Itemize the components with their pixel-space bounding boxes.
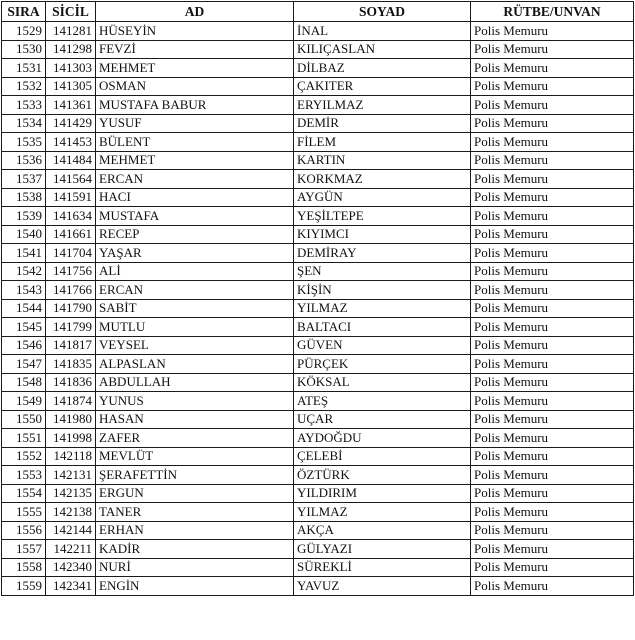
cell-sicil: 141836: [46, 373, 96, 392]
cell-ad: MUTLU: [96, 318, 294, 337]
cell-soyad: DEMİR: [294, 114, 471, 133]
cell-ad: ABDULLAH: [96, 373, 294, 392]
cell-sira: 1551: [2, 429, 46, 448]
cell-rutbe: Polis Memuru: [471, 503, 634, 522]
cell-rutbe: Polis Memuru: [471, 540, 634, 559]
cell-sira: 1541: [2, 244, 46, 263]
table-row: [2, 466, 634, 485]
cell-sira: 1558: [2, 558, 46, 577]
cell-sira: 1537: [2, 170, 46, 189]
cell-sicil: 142138: [46, 503, 96, 522]
table-row: [2, 170, 634, 189]
cell-rutbe: Polis Memuru: [471, 373, 634, 392]
table-row: [2, 447, 634, 466]
cell-sicil: 141361: [46, 96, 96, 115]
cell-sicil: 142118: [46, 447, 96, 466]
table-row: [2, 410, 634, 429]
cell-rutbe: Polis Memuru: [471, 96, 634, 115]
cell-soyad: PÜRÇEK: [294, 355, 471, 374]
cell-rutbe: Polis Memuru: [471, 133, 634, 152]
cell-sicil: 141835: [46, 355, 96, 374]
cell-sira: 1536: [2, 151, 46, 170]
table-row: [2, 429, 634, 448]
cell-ad: ERHAN: [96, 521, 294, 540]
cell-sicil: 141799: [46, 318, 96, 337]
table-row: [2, 225, 634, 244]
cell-sira: 1553: [2, 466, 46, 485]
cell-ad: NURİ: [96, 558, 294, 577]
cell-soyad: YAVUZ: [294, 577, 471, 596]
cell-sira: 1546: [2, 336, 46, 355]
cell-sira: 1539: [2, 207, 46, 226]
cell-sira: 1555: [2, 503, 46, 522]
cell-soyad: AKÇA: [294, 521, 471, 540]
table-row: [2, 318, 634, 337]
table-row: [2, 22, 634, 41]
table-body: [2, 22, 634, 596]
cell-sira: 1540: [2, 225, 46, 244]
cell-ad: ALİ: [96, 262, 294, 281]
cell-sira: 1548: [2, 373, 46, 392]
cell-soyad: KİŞİN: [294, 281, 471, 300]
cell-rutbe: Polis Memuru: [471, 447, 634, 466]
cell-sicil: 141756: [46, 262, 96, 281]
cell-ad: FEVZİ: [96, 40, 294, 59]
cell-soyad: KIYIMCI: [294, 225, 471, 244]
cell-ad: HÜSEYİN: [96, 22, 294, 41]
cell-ad: BÜLENT: [96, 133, 294, 152]
cell-rutbe: Polis Memuru: [471, 410, 634, 429]
cell-soyad: YILDIRIM: [294, 484, 471, 503]
table-row: [2, 558, 634, 577]
cell-rutbe: Polis Memuru: [471, 392, 634, 411]
cell-rutbe: Polis Memuru: [471, 281, 634, 300]
cell-sicil: 142144: [46, 521, 96, 540]
cell-rutbe: Polis Memuru: [471, 151, 634, 170]
cell-rutbe: Polis Memuru: [471, 40, 634, 59]
cell-soyad: FİLEM: [294, 133, 471, 152]
cell-sira: 1531: [2, 59, 46, 78]
table-row: [2, 114, 634, 133]
cell-sira: 1556: [2, 521, 46, 540]
cell-sicil: 142211: [46, 540, 96, 559]
cell-ad: ERCAN: [96, 281, 294, 300]
cell-sira: 1552: [2, 447, 46, 466]
cell-ad: TANER: [96, 503, 294, 522]
cell-sira: 1550: [2, 410, 46, 429]
table-row: [2, 96, 634, 115]
cell-sicil: 141298: [46, 40, 96, 59]
cell-ad: VEYSEL: [96, 336, 294, 355]
cell-ad: MEHMET: [96, 151, 294, 170]
cell-sicil: 141484: [46, 151, 96, 170]
table-header: [2, 2, 634, 22]
cell-rutbe: Polis Memuru: [471, 558, 634, 577]
cell-ad: YUSUF: [96, 114, 294, 133]
cell-soyad: GÜVEN: [294, 336, 471, 355]
cell-ad: YAŞAR: [96, 244, 294, 263]
cell-ad: YUNUS: [96, 392, 294, 411]
cell-soyad: SÜREKLİ: [294, 558, 471, 577]
cell-soyad: ŞEN: [294, 262, 471, 281]
header-sira: SIRA: [2, 2, 46, 22]
cell-sira: 1532: [2, 77, 46, 96]
table-row: [2, 133, 634, 152]
cell-rutbe: Polis Memuru: [471, 429, 634, 448]
cell-soyad: BALTACI: [294, 318, 471, 337]
cell-ad: ALPASLAN: [96, 355, 294, 374]
header-row: [2, 2, 634, 22]
table-row: [2, 503, 634, 522]
cell-sira: 1557: [2, 540, 46, 559]
cell-rutbe: Polis Memuru: [471, 318, 634, 337]
cell-ad: ERCAN: [96, 170, 294, 189]
table-row: [2, 59, 634, 78]
table-row: [2, 207, 634, 226]
cell-rutbe: Polis Memuru: [471, 244, 634, 263]
cell-soyad: İNAL: [294, 22, 471, 41]
cell-rutbe: Polis Memuru: [471, 188, 634, 207]
cell-sira: 1530: [2, 40, 46, 59]
cell-sicil: 141704: [46, 244, 96, 263]
cell-sicil: 141634: [46, 207, 96, 226]
cell-sira: 1535: [2, 133, 46, 152]
cell-sicil: 141303: [46, 59, 96, 78]
table-row: [2, 484, 634, 503]
table-row: [2, 540, 634, 559]
cell-sicil: 141790: [46, 299, 96, 318]
table-row: [2, 77, 634, 96]
cell-ad: MEHMET: [96, 59, 294, 78]
cell-rutbe: Polis Memuru: [471, 262, 634, 281]
cell-soyad: KÖKSAL: [294, 373, 471, 392]
cell-soyad: KORKMAZ: [294, 170, 471, 189]
header-rutbe: RÜTBE/UNVAN: [471, 2, 634, 22]
cell-rutbe: Polis Memuru: [471, 77, 634, 96]
cell-soyad: YILMAZ: [294, 299, 471, 318]
cell-soyad: ÇELEBİ: [294, 447, 471, 466]
cell-rutbe: Polis Memuru: [471, 170, 634, 189]
table-row: [2, 244, 634, 263]
cell-sicil: 141980: [46, 410, 96, 429]
cell-soyad: UÇAR: [294, 410, 471, 429]
cell-rutbe: Polis Memuru: [471, 59, 634, 78]
cell-rutbe: Polis Memuru: [471, 521, 634, 540]
cell-soyad: DİLBAZ: [294, 59, 471, 78]
cell-rutbe: Polis Memuru: [471, 299, 634, 318]
cell-soyad: AYDOĞDU: [294, 429, 471, 448]
cell-sicil: 141817: [46, 336, 96, 355]
table-row: [2, 521, 634, 540]
table-row: [2, 373, 634, 392]
table-row: [2, 281, 634, 300]
table-row: [2, 392, 634, 411]
cell-sicil: 141281: [46, 22, 96, 41]
cell-sira: 1559: [2, 577, 46, 596]
header-sicil: SİCİL: [46, 2, 96, 22]
cell-soyad: YILMAZ: [294, 503, 471, 522]
cell-soyad: GÜLYAZI: [294, 540, 471, 559]
cell-rutbe: Polis Memuru: [471, 225, 634, 244]
cell-soyad: ATEŞ: [294, 392, 471, 411]
cell-sira: 1543: [2, 281, 46, 300]
cell-ad: HACI: [96, 188, 294, 207]
cell-sira: 1545: [2, 318, 46, 337]
cell-sicil: 141661: [46, 225, 96, 244]
cell-rutbe: Polis Memuru: [471, 336, 634, 355]
cell-ad: ŞERAFETTİN: [96, 466, 294, 485]
cell-ad: HASAN: [96, 410, 294, 429]
cell-sira: 1547: [2, 355, 46, 374]
cell-ad: MUSTAFA: [96, 207, 294, 226]
cell-sicil: 142341: [46, 577, 96, 596]
cell-soyad: ERYILMAZ: [294, 96, 471, 115]
cell-sira: 1534: [2, 114, 46, 133]
header-soyad: SOYAD: [294, 2, 471, 22]
table-row: [2, 355, 634, 374]
cell-sira: 1538: [2, 188, 46, 207]
cell-rutbe: Polis Memuru: [471, 114, 634, 133]
table-row: [2, 577, 634, 596]
cell-soyad: ÖZTÜRK: [294, 466, 471, 485]
table-row: [2, 262, 634, 281]
cell-soyad: AYGÜN: [294, 188, 471, 207]
cell-ad: MEVLÜT: [96, 447, 294, 466]
cell-sira: 1549: [2, 392, 46, 411]
cell-sicil: 142131: [46, 466, 96, 485]
cell-rutbe: Polis Memuru: [471, 577, 634, 596]
cell-sira: 1544: [2, 299, 46, 318]
cell-ad: RECEP: [96, 225, 294, 244]
cell-ad: KADİR: [96, 540, 294, 559]
cell-sicil: 141453: [46, 133, 96, 152]
cell-sicil: 141998: [46, 429, 96, 448]
cell-sicil: 142135: [46, 484, 96, 503]
cell-soyad: KARTIN: [294, 151, 471, 170]
cell-sira: 1542: [2, 262, 46, 281]
cell-sira: 1529: [2, 22, 46, 41]
cell-rutbe: Polis Memuru: [471, 207, 634, 226]
cell-sicil: 141564: [46, 170, 96, 189]
header-ad: AD: [96, 2, 294, 22]
cell-soyad: ÇAKITER: [294, 77, 471, 96]
cell-rutbe: Polis Memuru: [471, 22, 634, 41]
table-row: [2, 40, 634, 59]
cell-sicil: 141429: [46, 114, 96, 133]
table-row: [2, 151, 634, 170]
cell-ad: MUSTAFA BABUR: [96, 96, 294, 115]
table-row: [2, 299, 634, 318]
cell-sicil: 141766: [46, 281, 96, 300]
cell-ad: OSMAN: [96, 77, 294, 96]
cell-sicil: 142340: [46, 558, 96, 577]
cell-sicil: 141305: [46, 77, 96, 96]
cell-soyad: DEMİRAY: [294, 244, 471, 263]
cell-ad: ZAFER: [96, 429, 294, 448]
cell-rutbe: Polis Memuru: [471, 484, 634, 503]
personnel-table: [1, 1, 634, 596]
cell-ad: ENGİN: [96, 577, 294, 596]
cell-rutbe: Polis Memuru: [471, 466, 634, 485]
table-row: [2, 336, 634, 355]
cell-sicil: 141591: [46, 188, 96, 207]
cell-soyad: YEŞİLTEPE: [294, 207, 471, 226]
cell-ad: SABİT: [96, 299, 294, 318]
table-row: [2, 188, 634, 207]
cell-rutbe: Polis Memuru: [471, 355, 634, 374]
cell-sira: 1533: [2, 96, 46, 115]
cell-sira: 1554: [2, 484, 46, 503]
cell-sicil: 141874: [46, 392, 96, 411]
cell-ad: ERGUN: [96, 484, 294, 503]
cell-soyad: KILIÇASLAN: [294, 40, 471, 59]
